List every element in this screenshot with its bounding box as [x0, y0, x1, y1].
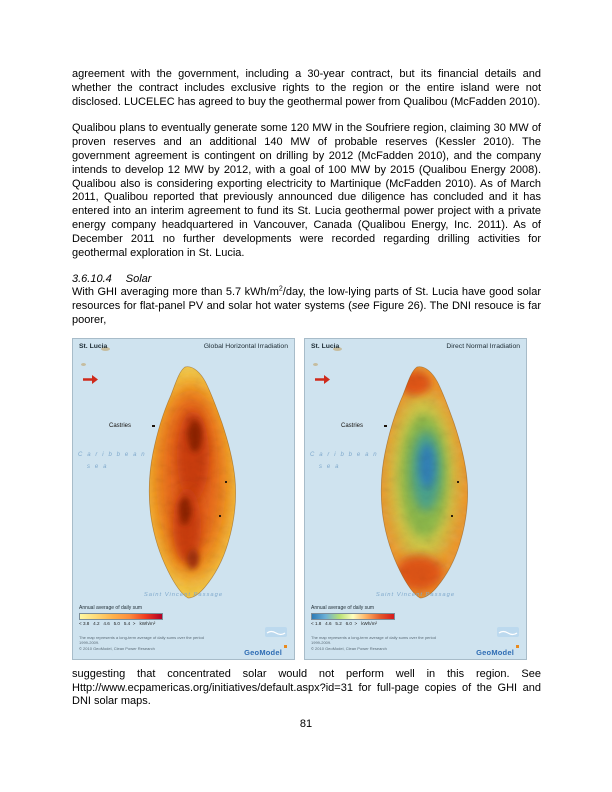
- stlucia-island-dni: [345, 361, 493, 601]
- legend-title: Annual average of daily sum: [311, 604, 375, 611]
- neighbor-island: [81, 363, 86, 366]
- paragraph-agreement: agreement with the government, including a 30-year contract, but its financial details and whether the contract includes exclusive rights to the region or the entire island were not disclosed. LUCELEC has agreed to buy the geothermal power from Qualibou (McFadden 2010).: [72, 68, 541, 108]
- sea-label-line2: s e a: [87, 463, 109, 470]
- map-header-dni: [305, 339, 526, 350]
- disclaimer-line1: The map represents a long-term average of daily sums over the period 1999-2009.: [311, 634, 436, 646]
- caribbean-sea-label: [310, 449, 378, 473]
- legend-tick-values: < 3.8 4.2 4.6 5.0 5.4 >: [79, 620, 136, 626]
- geomodel-logo-text: GeoModel: [476, 647, 514, 657]
- legend-colorbar: [79, 613, 163, 620]
- geomodel-icon: [265, 627, 287, 637]
- section-heading: [72, 273, 541, 285]
- geomodel-icon: [497, 627, 519, 637]
- legend-colorbar: [311, 613, 395, 620]
- geomodel-logo: [244, 624, 287, 660]
- page-number: 81: [299, 718, 313, 730]
- map-legend-dni: [311, 605, 395, 626]
- paragraph-solar-intro: [72, 286, 541, 327]
- sea-label-line2: s e a: [319, 463, 341, 470]
- solar-text-1: With GHI averaging more than 5.7 kWh/m: [72, 286, 279, 299]
- place-marker: [457, 481, 459, 483]
- city-marker-castries: [152, 425, 155, 428]
- passage-label: Saint Vincent Passage: [143, 591, 224, 598]
- legend-ticks: [79, 621, 163, 626]
- map-legend-ghi: [79, 605, 163, 626]
- city-label-castries: Castries: [341, 422, 364, 429]
- place-marker: [451, 515, 453, 517]
- map-panel-dni: [304, 338, 527, 660]
- place-marker: [219, 515, 221, 517]
- legend-tick-values: < 1.8 4.6 5.2 6.0 >: [311, 620, 358, 626]
- figure-26-maps: [72, 338, 541, 660]
- map-title-ghi: Global Horizontal Irradiation: [203, 342, 288, 350]
- sea-label-line1: C a r i b b e a n: [78, 451, 147, 458]
- disclaimer-line1: The map represents a long-term average of daily sums over the period 1999-2009.: [79, 634, 204, 646]
- map-header-ghi: [73, 339, 294, 350]
- stlucia-island-ghi: [113, 361, 261, 601]
- city-marker-castries: [384, 425, 387, 428]
- place-marker: [225, 481, 227, 483]
- page-content: [72, 68, 541, 722]
- passage-label: Saint Vincent Passage: [375, 591, 456, 598]
- neighbor-island: [313, 363, 318, 366]
- map-disclaimer: [79, 635, 207, 651]
- sea-label-line1: C a r i b b e a n: [310, 451, 379, 458]
- city-label-castries: Castries: [109, 422, 132, 429]
- section-number: 3.6.10.4: [72, 273, 112, 286]
- location-arrow-icon: [83, 375, 99, 385]
- paragraph-qualibou-plans: Qualibou plans to eventually generate some 120 MW in the Soufriere region, claiming 30 MW of proven reserves and an additional 140 MW of probable reserves (Kessler 2010). The government agreement is contingent on drilling by 2012 (McFadden 2010), and the company intends to develop 12 MW by 2012, with a goal of 100 MW by 2015 (Qualibou Energy 2008). Qualibou also is considering exporting electricity to Martinique (McFadden 2010). As of March 2011, Qualibou reported that previously announced due diligence has concluded and it has entered into an interim agreement to fund its St. Lucia geothermal power project with a private energy company headquartered in Vancouver, Canada (Qualibou Energy, Inc. 2011). As of December 2011 no further developments were recorded regarding drilling activities for geothermal exploration in St. Lucia.: [72, 122, 541, 259]
- superscript-2: 2: [278, 285, 283, 293]
- geomodel-logo-text: GeoModel: [244, 647, 282, 657]
- solar-text-2: /day, the low-lying parts of St. Lucia have good solar resources for flat-panel PV and solar hot water systems (: [72, 286, 541, 313]
- legend-unit: kWh/m²: [361, 620, 378, 626]
- see-italic: see: [351, 300, 370, 313]
- disclaimer-line2: © 2010 GeoModel, Clean Power Research: [79, 645, 155, 651]
- caribbean-sea-label: [78, 449, 146, 473]
- legend-unit: kWh/m²: [139, 620, 156, 626]
- map-panel-ghi: [72, 338, 295, 660]
- legend-ticks: [311, 621, 395, 626]
- geomodel-logo-mark: [284, 645, 288, 649]
- map-region-label: St. Lucia: [79, 342, 108, 350]
- paragraph-concentrated-solar: suggesting that concentrated solar would not perform well in this region. See Http://www.ecpamericas.org/initiatives/default.aspx?id=31 for full-page copies of the GHI and DNI solar maps.: [72, 667, 541, 708]
- geomodel-logo-mark: [516, 645, 520, 649]
- section-title: Solar: [125, 273, 152, 286]
- disclaimer-line2: © 2010 GeoModel, Clean Power Research: [311, 645, 387, 651]
- map-region-label: St. Lucia: [311, 342, 340, 350]
- map-title-dni: Direct Normal Irradiation: [446, 342, 520, 350]
- geomodel-logo: [476, 624, 519, 660]
- map-disclaimer: [311, 635, 439, 651]
- legend-title: Annual average of daily sum: [79, 604, 143, 611]
- location-arrow-icon: [315, 375, 331, 385]
- solar-text-3: Figure 26). The DNI resouce is far poorer,: [72, 300, 541, 326]
